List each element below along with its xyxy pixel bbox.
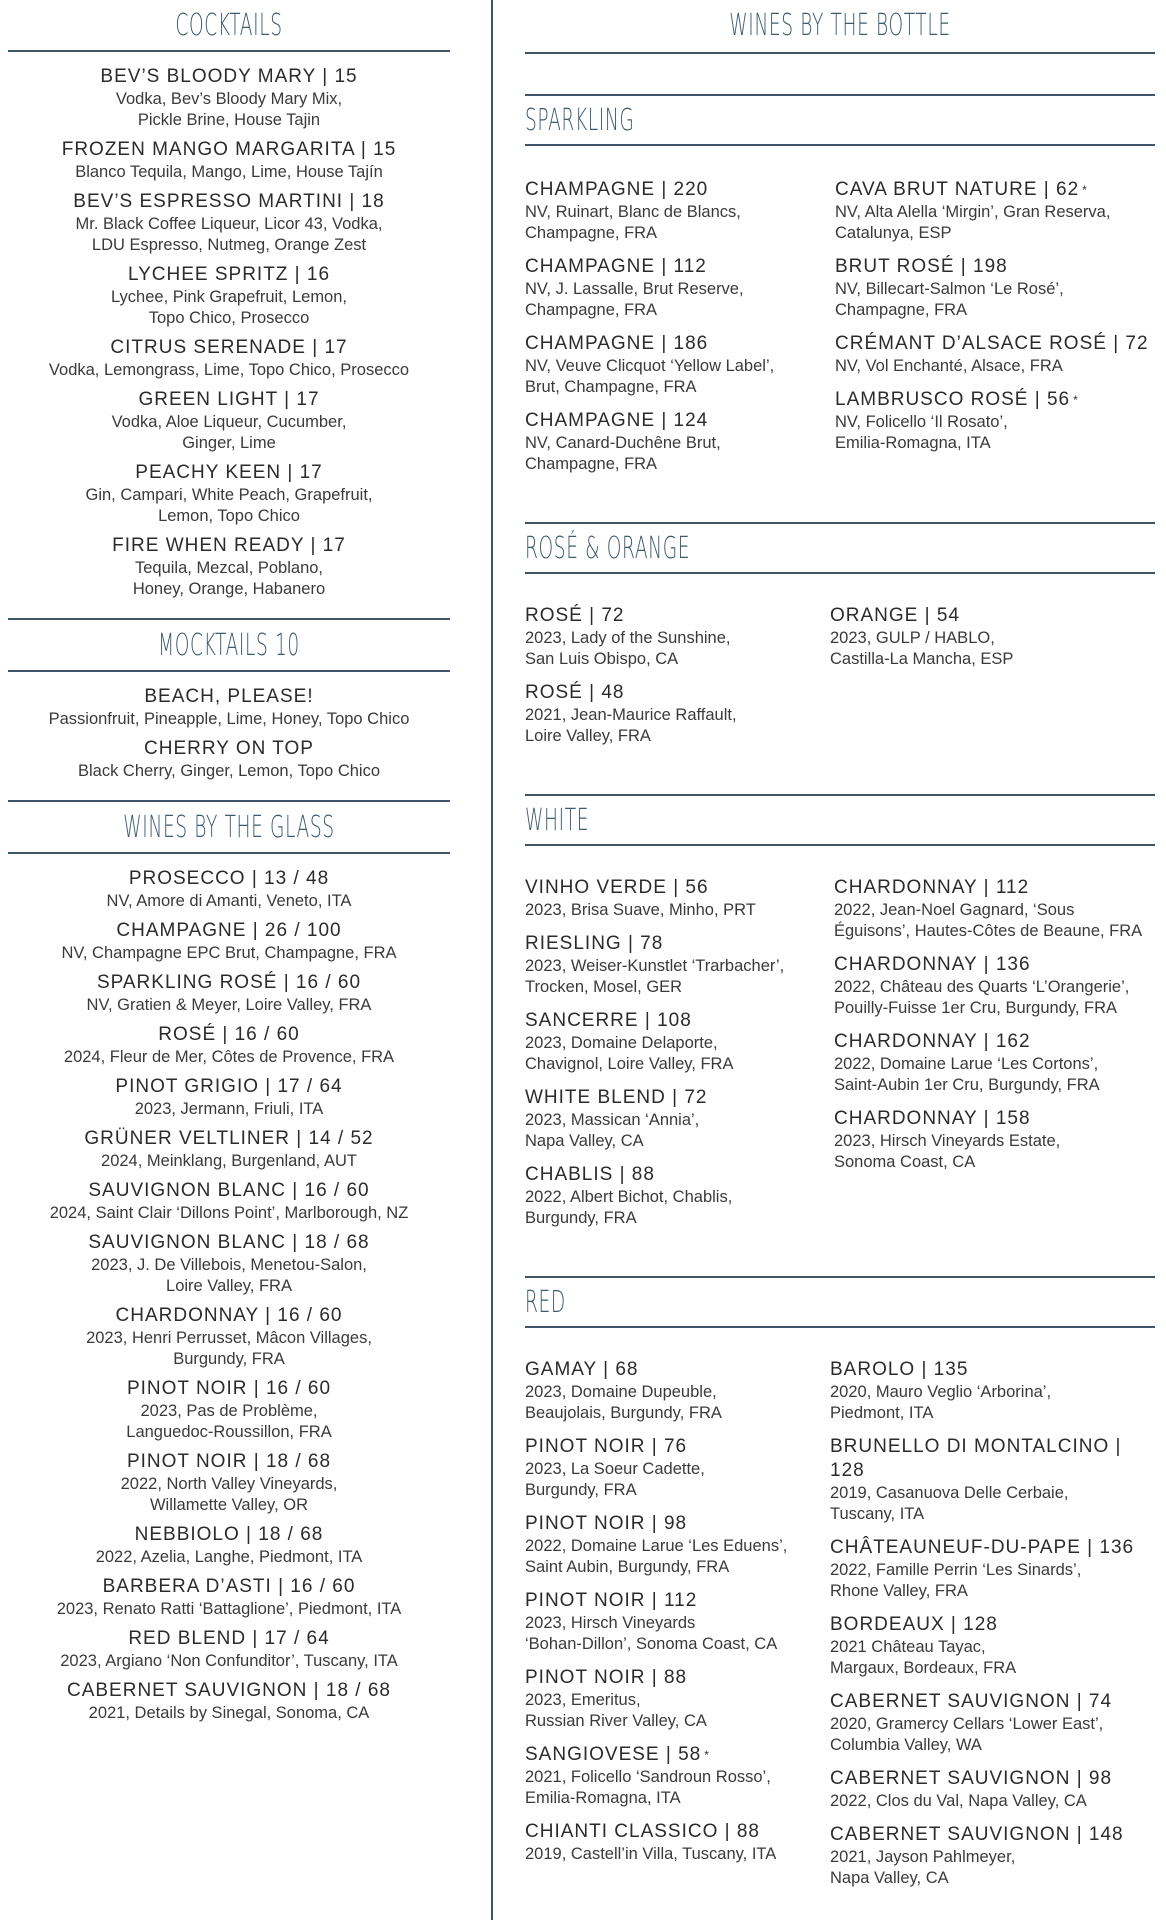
list-item: [525, 255, 835, 321]
item-desc: 2021 Château Tayac, Margaux, Bordeaux, FRA: [830, 1638, 1017, 1677]
list-item: [830, 1358, 1155, 1424]
item-name: NEBBIOLO | 18 / 68: [134, 1524, 324, 1545]
item-desc: 2023, Renato Ratti ‘Battaglione’, Piedmont, ITA: [56, 1600, 402, 1618]
item-name: CITRUS SERENADE | 17: [110, 337, 348, 358]
item-desc: NV, Billecart-Salmon ‘Le Rosé’, Champagne, FRA: [835, 280, 1064, 319]
item-name: CABERNET SAUVIGNON | 148: [830, 1824, 1124, 1845]
item-desc: 2021, Jayson Pahlmeyer, Napa Valley, CA: [830, 1848, 1016, 1887]
sparkling-rule-top: [525, 94, 1155, 96]
list-item: [834, 953, 1155, 1019]
item-name: ROSÉ | 48: [525, 682, 625, 703]
rose-rule: [525, 572, 1155, 574]
list-item: [8, 1679, 450, 1724]
item-name-row: [835, 388, 1153, 412]
item-name: BRUNELLO DI MONTALCINO | 128: [830, 1436, 1122, 1481]
item-name: CABERNET SAUVIGNON | 74: [830, 1691, 1113, 1712]
item-desc: 2021, Jean-Maurice Raffault, Loire Valley, FRA: [525, 706, 737, 745]
rose-left-col: [525, 604, 830, 758]
item-name: PINOT NOIR | 98: [525, 1513, 688, 1534]
item-name: SAUVIGNON BLANC | 18 / 68: [88, 1232, 370, 1253]
list-item: [834, 876, 1155, 942]
item-desc: 2024, Saint Clair ‘Dillons Point’, Marlborough, NZ: [49, 1204, 409, 1222]
rose-grid: [525, 604, 1155, 758]
sparkling-right-col: [835, 178, 1153, 486]
item-desc: 2023, Hirsch Vineyards ‘Bohan-Dillon’, Sonoma Coast, CA: [525, 1614, 778, 1653]
item-name: LAMBRUSCO ROSÉ | 56: [835, 389, 1071, 410]
item-desc: 2023, Henri Perrusset, Mâcon Villages, Burgundy, FRA: [86, 1329, 372, 1368]
item-desc: NV, Alta Alella ‘Mirgin’, Gran Reserva, Catalunya, ESP: [835, 203, 1111, 242]
item-desc: Black Cherry, Ginger, Lemon, Topo Chico: [77, 762, 381, 780]
list-item: [8, 263, 450, 329]
item-desc: 2023, Pas de Problème, Languedoc-Roussillon, FRA: [126, 1402, 332, 1441]
white-grid: [525, 876, 1155, 1240]
list-item: [525, 1435, 830, 1501]
list-item: [8, 534, 450, 600]
item-name: PINOT NOIR | 88: [525, 1667, 688, 1688]
item-desc: 2022, Clos du Val, Napa Valley, CA: [830, 1792, 1087, 1810]
list-item: [830, 1823, 1155, 1889]
item-desc: NV, Amore di Amanti, Veneto, ITA: [106, 892, 352, 910]
list-item: [8, 461, 450, 527]
list-item: [830, 1536, 1155, 1602]
bottle-header: [525, 0, 1155, 54]
item-desc: 2023, Massican ‘Annia’, Napa Valley, CA: [525, 1111, 700, 1150]
list-item: [525, 1009, 834, 1075]
item-name: SAUVIGNON BLANC | 16 / 60: [88, 1180, 370, 1201]
item-desc: 2022, Domaine Larue ‘Les Cortons’, Saint-Aubin 1er Cru, Burgundy, FRA: [834, 1055, 1100, 1094]
glass-list: [8, 854, 450, 1724]
item-name: GAMAY | 68: [525, 1359, 639, 1380]
list-item: [525, 932, 834, 998]
list-item: [830, 1613, 1155, 1679]
item-name: ROSÉ | 16 / 60: [158, 1024, 300, 1045]
list-item: [8, 1179, 450, 1224]
item-name: SANCERRE | 108: [525, 1010, 692, 1031]
item-name: SANGIOVESE | 58: [525, 1744, 702, 1765]
list-item: [8, 919, 450, 964]
right-column: [525, 0, 1155, 1900]
red-rule: [525, 1326, 1155, 1328]
asterisk-mark: *: [704, 1748, 710, 1762]
list-item: [8, 1023, 450, 1068]
sparkling-heading: SPARKLING: [525, 103, 635, 138]
item-desc: Tequila, Mezcal, Poblano, Honey, Orange, Habanero: [132, 559, 326, 598]
list-item: [8, 1450, 450, 1516]
item-desc: NV, Champagne EPC Brut, Champagne, FRA: [61, 944, 397, 962]
list-item: [8, 867, 450, 912]
white-right-col: [834, 876, 1155, 1240]
item-desc: 2022, Famille Perrin ‘Les Sinards’, Rhone Valley, FRA: [830, 1561, 1082, 1600]
list-item: [525, 681, 830, 747]
red-grid: [525, 1358, 1155, 1900]
item-name: CHAMPAGNE | 26 / 100: [116, 920, 342, 941]
item-desc: 2022, Azelia, Langhe, Piedmont, ITA: [95, 1548, 363, 1566]
glass-section: [8, 800, 450, 1724]
item-desc: Lychee, Pink Grapefruit, Lemon, Topo Chico, Prosecco: [110, 288, 347, 327]
item-desc: 2023, Domaine Delaporte, Chavignol, Loire Valley, FRA: [525, 1034, 734, 1073]
item-name: BORDEAUX | 128: [830, 1614, 998, 1635]
list-item: [525, 178, 835, 244]
list-item: [835, 332, 1153, 377]
list-item: [8, 685, 450, 730]
item-name: PINOT NOIR | 18 / 68: [126, 1451, 332, 1472]
sparkling-section: [525, 94, 1155, 486]
left-column: [8, 0, 450, 1724]
item-name: CHARDONNAY | 16 / 60: [115, 1305, 343, 1326]
list-item: [525, 1820, 830, 1865]
item-name: CHAMPAGNE | 186: [525, 333, 709, 354]
item-desc: 2021, Folicello ‘Sandroun Rosso’, Emilia-Romagna, ITA: [525, 1768, 771, 1807]
list-item: [8, 190, 450, 256]
glass-rule-top: [8, 800, 450, 802]
rose-heading: ROSÉ & ORANGE: [525, 531, 691, 566]
list-item: [525, 876, 834, 921]
mocktails-heading: MOCKTAILS 10: [158, 628, 300, 663]
list-item: [8, 138, 450, 183]
list-item: [525, 1666, 830, 1732]
item-name: WHITE BLEND | 72: [525, 1087, 708, 1108]
item-desc: 2020, Mauro Veglio ‘Arborina’, Piedmont, ITA: [830, 1383, 1052, 1422]
sparkling-rule: [525, 144, 1155, 146]
list-item: [8, 1575, 450, 1620]
item-name: GRÜNER VELTLINER | 14 / 52: [84, 1128, 374, 1149]
list-item: [8, 65, 450, 131]
list-item: [525, 1589, 830, 1655]
item-name: BEACH, PLEASE!: [144, 686, 314, 707]
glass-heading: WINES BY THE GLASS: [123, 810, 335, 845]
item-name: CHABLIS | 88: [525, 1164, 655, 1185]
item-desc: 2023, Argiano ‘Non Confunditor’, Tuscany, ITA: [60, 1652, 398, 1670]
item-desc: Blanco Tequila, Mango, Lime, House Tajín: [75, 163, 383, 181]
item-desc: 2023, Domaine Dupeuble, Beaujolais, Burgundy, FRA: [525, 1383, 722, 1422]
list-item: [8, 1075, 450, 1120]
item-desc: Vodka, Aloe Liqueur, Cucumber, Ginger, Lime: [111, 413, 347, 452]
item-name: CHAMPAGNE | 220: [525, 179, 709, 200]
sparkling-grid: [525, 178, 1155, 486]
item-name: ORANGE | 54: [830, 605, 960, 626]
list-item: [8, 336, 450, 381]
item-name: CHARDONNAY | 162: [834, 1031, 1031, 1052]
item-desc: Vodka, Bev’s Bloody Mary Mix, Pickle Brine, House Tajin: [115, 90, 343, 129]
item-name: PINOT NOIR | 16 / 60: [126, 1378, 332, 1399]
item-name: CHAMPAGNE | 124: [525, 410, 709, 431]
item-name: PINOT NOIR | 112: [525, 1590, 698, 1611]
list-item: [8, 1523, 450, 1568]
item-desc: Passionfruit, Pineapple, Lime, Honey, Topo Chico: [48, 710, 410, 728]
list-item: [8, 388, 450, 454]
item-desc: NV, Vol Enchanté, Alsace, FRA: [835, 357, 1063, 375]
list-item: [8, 1627, 450, 1672]
bottle-rule: [525, 52, 1155, 54]
item-name: CABERNET SAUVIGNON | 18 / 68: [66, 1680, 391, 1701]
white-heading: WHITE: [525, 803, 590, 838]
item-name: ROSÉ | 72: [525, 605, 625, 626]
asterisk-mark: *: [1073, 393, 1079, 407]
item-name-row: [835, 178, 1153, 202]
item-desc: 2024, Meinklang, Burgenland, AUT: [101, 1152, 357, 1170]
red-heading: RED: [525, 1285, 566, 1320]
item-desc: NV, J. Lassalle, Brut Reserve, Champagne, FRA: [525, 280, 744, 319]
cocktails-list: [8, 52, 450, 600]
item-name: GREEN LIGHT | 17: [138, 389, 320, 410]
item-desc: 2019, Casanuova Delle Cerbaie, Tuscany, ITA: [830, 1484, 1069, 1523]
mocktails-section: [8, 618, 450, 782]
list-item: [525, 1163, 834, 1229]
list-item: [525, 409, 835, 475]
item-desc: 2022, Domaine Larue ‘Les Eduens’, Saint Aubin, Burgundy, FRA: [525, 1537, 788, 1576]
item-desc: 2021, Details by Sinegal, Sonoma, CA: [88, 1704, 370, 1722]
item-desc: 2022, Château des Quarts ‘L’Orangerie’, Pouilly-Fuisse 1er Cru, Burgundy, FRA: [834, 978, 1130, 1017]
list-item: [834, 1030, 1155, 1096]
mocktails-rule-top: [8, 618, 450, 620]
list-item: [8, 737, 450, 782]
item-name: RED BLEND | 17 / 64: [128, 1628, 330, 1649]
item-name: FROZEN MANGO MARGARITA | 15: [61, 139, 397, 160]
red-left-col: [525, 1358, 830, 1900]
list-item: [8, 971, 450, 1016]
white-section: [525, 794, 1155, 1240]
item-name: CHERRY ON TOP: [144, 738, 314, 759]
item-desc: NV, Canard-Duchêne Brut, Champagne, FRA: [525, 434, 721, 473]
item-desc: 2023, Emeritus, Russian River Valley, CA: [525, 1691, 707, 1730]
item-desc: 2022, Albert Bichot, Chablis, Burgundy, FRA: [525, 1188, 733, 1227]
item-desc: 2019, Castell’in Villa, Tuscany, ITA: [525, 1845, 777, 1863]
item-name: BARBERA D’ASTI | 16 / 60: [102, 1576, 356, 1597]
list-item: [835, 388, 1153, 454]
item-name: CABERNET SAUVIGNON | 98: [830, 1768, 1113, 1789]
item-name: CHÂTEAUNEUF-DU-PAPE | 136: [830, 1537, 1135, 1558]
item-name: CAVA BRUT NATURE | 62: [835, 179, 1080, 200]
item-name: CHARDONNAY | 158: [834, 1108, 1031, 1129]
rose-rule-top: [525, 522, 1155, 524]
item-name: VINHO VERDE | 56: [525, 877, 709, 898]
item-name: BAROLO | 135: [830, 1359, 969, 1380]
list-item: [525, 1512, 830, 1578]
item-name: SPARKLING ROSÉ | 16 / 60: [96, 972, 362, 993]
item-desc: 2023, Lady of the Sunshine, San Luis Obispo, CA: [525, 629, 731, 668]
item-desc: 2023, GULP / HABLO, Castilla-La Mancha, ESP: [830, 629, 1014, 668]
white-rule-top: [525, 794, 1155, 796]
item-desc: 2020, Gramercy Cellars ‘Lower East’, Columbia Valley, WA: [830, 1715, 1104, 1754]
item-name: PINOT NOIR | 76: [525, 1436, 688, 1457]
item-name-row: [525, 1743, 830, 1767]
item-desc: 2024, Fleur de Mer, Côtes de Provence, FRA: [63, 1048, 395, 1066]
list-item: [830, 1767, 1155, 1812]
cocktails-section: [8, 0, 450, 600]
column-divider: [491, 0, 493, 1920]
white-rule: [525, 844, 1155, 846]
item-desc: 2023, Weiser-Kunstlet ‘Trarbacher’, Trocken, Mosel, GER: [525, 957, 785, 996]
list-item: [525, 1086, 834, 1152]
item-name: PINOT GRIGIO | 17 / 64: [115, 1076, 343, 1097]
list-item: [525, 332, 835, 398]
red-section: [525, 1276, 1155, 1900]
list-item: [525, 1743, 830, 1809]
item-desc: NV, Veuve Clicquot ‘Yellow Label’, Brut, Champagne, FRA: [525, 357, 775, 396]
item-name: PEACHY KEEN | 17: [135, 462, 323, 483]
sparkling-left-col: [525, 178, 835, 486]
cocktails-heading: COCKTAILS: [175, 8, 283, 43]
item-desc: 2023, Brisa Suave, Minho, PRT: [525, 901, 756, 919]
list-item: [830, 1435, 1155, 1525]
item-name: PROSECCO | 13 / 48: [128, 868, 330, 889]
list-item: [525, 1358, 830, 1424]
list-item: [835, 255, 1153, 321]
red-right-col: [830, 1358, 1155, 1900]
item-desc: 2022, Jean-Noel Gagnard, ‘Sous Éguisons’, Hautes-Côtes de Beaune, FRA: [834, 901, 1143, 940]
item-desc: Gin, Campari, White Peach, Grapefruit, Lemon, Topo Chico: [85, 486, 373, 525]
item-name: BRUT ROSÉ | 198: [835, 256, 1008, 277]
item-name: CHARDONNAY | 112: [834, 877, 1030, 898]
item-desc: 2023, Hirsch Vineyards Estate, Sonoma Coast, CA: [834, 1132, 1061, 1171]
item-name: CHIANTI CLASSICO | 88: [525, 1821, 760, 1842]
list-item: [8, 1231, 450, 1297]
item-desc: NV, Ruinart, Blanc de Blancs, Champagne, FRA: [525, 203, 741, 242]
item-desc: Vodka, Lemongrass, Lime, Topo Chico, Prosecco: [48, 361, 410, 379]
item-name: FIRE WHEN READY | 17: [112, 535, 346, 556]
white-left-col: [525, 876, 834, 1240]
item-desc: 2023, Jermann, Friuli, ITA: [134, 1100, 324, 1118]
item-desc: 2022, North Valley Vineyards, Willamette Valley, OR: [120, 1475, 338, 1514]
item-name: BEV’S ESPRESSO MARTINI | 18: [73, 191, 385, 212]
red-rule-top: [525, 1276, 1155, 1278]
list-item: [525, 604, 830, 670]
list-item: [8, 1304, 450, 1370]
mocktails-list: [8, 672, 450, 782]
item-name: CRÉMANT D’ALSACE ROSÉ | 72: [835, 333, 1149, 354]
bottle-heading: WINES BY THE BOTTLE: [729, 8, 951, 43]
item-desc: Mr. Black Coffee Liqueur, Licor 43, Vodka, LDU Espresso, Nutmeg, Orange Zest: [75, 215, 383, 254]
item-desc: NV, Gratien & Meyer, Loire Valley, FRA: [86, 996, 372, 1014]
item-name: RIESLING | 78: [525, 933, 664, 954]
list-item: [830, 1690, 1155, 1756]
item-desc: 2023, La Soeur Cadette, Burgundy, FRA: [525, 1460, 705, 1499]
item-name: CHAMPAGNE | 112: [525, 256, 707, 277]
list-item: [830, 604, 1150, 670]
list-item: [8, 1377, 450, 1443]
rose-right-col: [830, 604, 1150, 758]
list-item: [8, 1127, 450, 1172]
list-item: [834, 1107, 1155, 1173]
item-desc: NV, Folicello ‘Il Rosato’, Emilia-Romagna, ITA: [835, 413, 1008, 452]
list-item: [835, 178, 1153, 244]
asterisk-mark: *: [1082, 183, 1088, 197]
item-name: BEV’S BLOODY MARY | 15: [100, 66, 358, 87]
item-name: CHARDONNAY | 136: [834, 954, 1031, 975]
item-name: LYCHEE SPRITZ | 16: [127, 264, 331, 285]
item-desc: 2023, J. De Villebois, Menetou-Salon, Loire Valley, FRA: [91, 1256, 367, 1295]
rose-section: [525, 522, 1155, 758]
